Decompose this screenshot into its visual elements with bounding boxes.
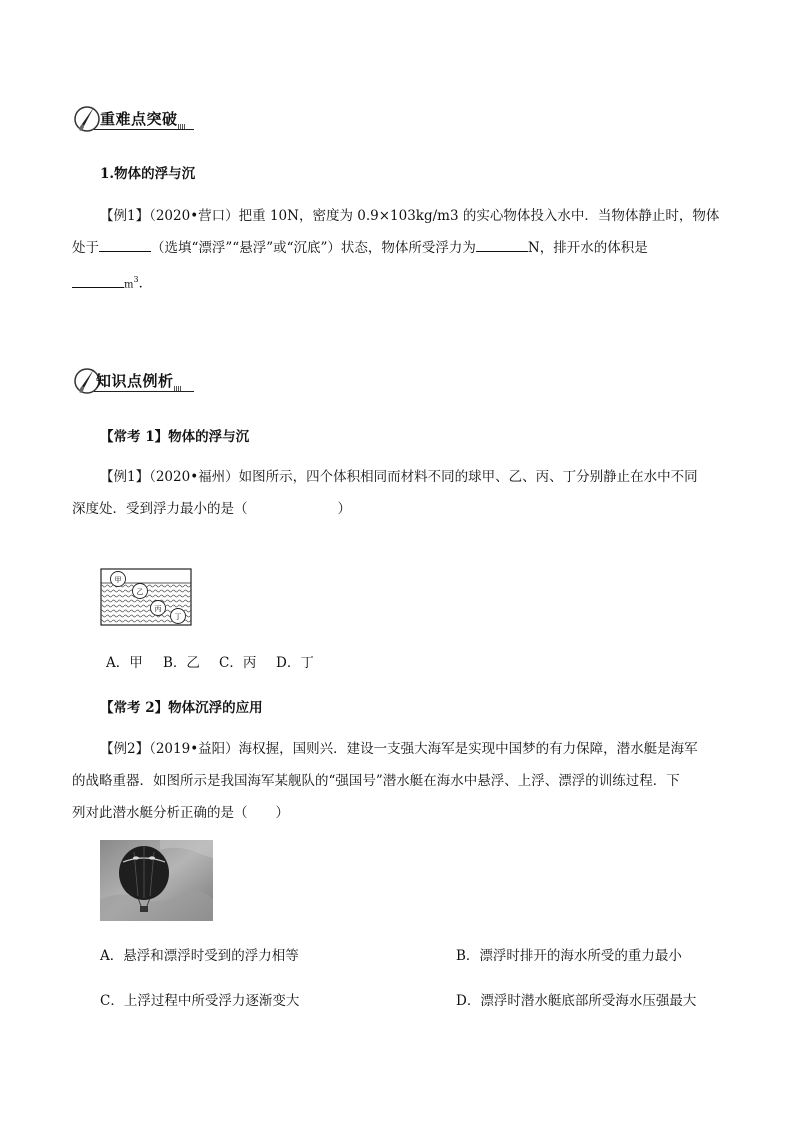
option-b[interactable]: B．乙 (163, 655, 200, 671)
title-underline (94, 391, 194, 392)
ball-label: 丁 (174, 613, 182, 621)
ball-label: 甲 (114, 576, 122, 584)
ball-label: 丙 (154, 605, 162, 613)
option-a[interactable]: A．甲 (106, 655, 143, 671)
answer-blank-volume[interactable] (72, 273, 124, 288)
example-source: （2020•福州） (149, 469, 239, 485)
section-header-knowledge (72, 366, 196, 396)
example-text: ） (275, 805, 289, 821)
topic-2-heading: 【常考 2】物体沉浮的应用 (100, 700, 263, 716)
example-text: 深度处．受到浮力最小的是（ (72, 501, 248, 517)
example-text: 海权握，国则兴．建设一支强大海军是实现中国梦的有力保障，潜水艇是海军 (238, 741, 698, 757)
example-text: 的战略重器．如图所示是我国海军某舰队的“强国号”潜水艇在海水中悬浮、上浮、漂浮的训练过程．下 (72, 773, 680, 789)
unit-text: m (124, 279, 134, 291)
option-d[interactable]: D．漂浮时潜水艇底部所受海水压强最大 (456, 993, 697, 1009)
unit-exponent: 3 (133, 275, 139, 284)
topic-2-line-2 (72, 765, 752, 797)
option-a[interactable]: A．悬浮和漂浮时受到的浮力相等 (100, 948, 299, 964)
example-label: 【例1】 (100, 208, 150, 224)
example-1-line-2 (72, 232, 752, 264)
topic-1-heading: 【常考 1】物体的浮与沉 (100, 429, 250, 445)
option-d[interactable]: D．丁 (276, 655, 314, 671)
section-title: 重难点突破 (100, 110, 178, 128)
hot-air-balloon-photo (100, 840, 213, 921)
answer-blank-state[interactable] (99, 237, 151, 252)
example-text: 如图所示，四个体积相同而材料不同的球甲、乙、丙、丁分别静止在水中不同 (238, 469, 698, 485)
option-c[interactable]: C．上浮过程中所受浮力逐渐变大 (100, 993, 300, 1009)
topic-1-line-2 (72, 493, 351, 525)
balls-in-water-figure (100, 568, 192, 626)
example-text: 处于 (72, 240, 99, 256)
section-header-key-points (72, 104, 196, 134)
option-c[interactable]: C．丙 (219, 655, 257, 671)
topic-2-line-3 (72, 797, 289, 829)
example-text: ． (138, 275, 153, 292)
example-source: （2020•营口） (149, 208, 239, 224)
topic-1-line-1 (100, 461, 740, 493)
example-text: ） (337, 501, 351, 517)
example-label: 【例2】 (100, 741, 150, 757)
ball-label: 乙 (136, 588, 144, 596)
example-1-line-1 (100, 200, 740, 232)
section-title: 知识点例析 (96, 372, 174, 390)
subtitle: 1.物体的浮与沉 (100, 166, 196, 182)
answer-blank-force[interactable] (476, 237, 528, 252)
example-text: N，排开水的体积是 (527, 240, 648, 256)
example-text: （选填“漂浮”“悬浮”或“沉底”）状态，物体所受浮力为 (151, 240, 476, 256)
topic-2-line-1 (100, 733, 740, 765)
example-1-line-3 (72, 264, 152, 302)
option-b[interactable]: B．漂浮时排开的海水所受的重力最小 (456, 948, 682, 964)
example-label: 【例1】 (100, 469, 150, 485)
example-text: 把重 10N，密度为 0.9×103kg/m3 的实心物体投入水中．当物体静止时，物体 (238, 208, 720, 224)
example-source: （2019•益阳） (149, 741, 239, 757)
title-underline (94, 129, 194, 130)
example-text: 列对此潜水艇分析正确的是（ (72, 805, 248, 821)
